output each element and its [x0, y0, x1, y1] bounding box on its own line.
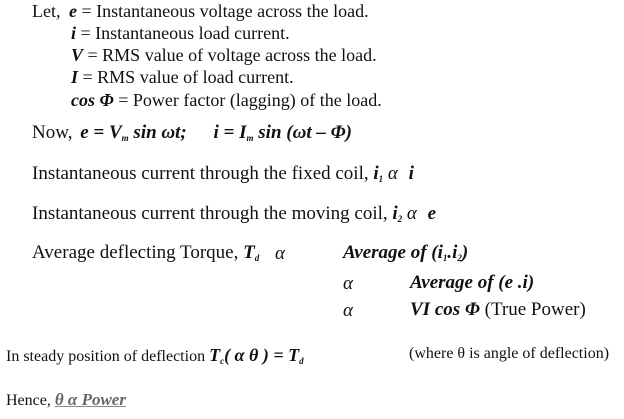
fixed-coil-symbol: $i_1$ — [373, 163, 384, 184]
steady-equation: $T_c$( α θ ) = $T_d$ — [209, 345, 304, 366]
moving-coil-rhs: e — [427, 203, 437, 224]
proportional-symbol: α — [406, 203, 417, 224]
pf-definition: = Power factor (lagging) of the load. — [118, 90, 382, 110]
torque-text: Average deflecting Torque, — [32, 242, 239, 263]
hence-line — [6, 391, 126, 409]
pf-symbol: cos Φ — [71, 90, 114, 110]
proportional-symbol: α — [343, 273, 353, 294]
i-definition: = Instantaneous load current. — [80, 23, 290, 43]
fixed-coil-rhs: i — [408, 163, 414, 184]
fixed-coil-text: Instantaneous current through the fixed coil, — [32, 163, 369, 184]
definition-V — [71, 46, 377, 64]
e-symbol: e — [69, 1, 77, 21]
I-definition: = RMS value of load current. — [82, 67, 294, 87]
moving-coil-symbol: $i_2$ — [392, 203, 403, 224]
proportional-symbol: α — [275, 243, 285, 264]
V-definition: = RMS value of voltage across the load. — [87, 45, 377, 65]
steady-text: In steady position of deflection — [6, 348, 206, 365]
moving-coil-text: Instantaneous current through the moving coil, — [32, 203, 388, 224]
definition-pf — [71, 91, 382, 109]
true-power-label: (True Power) — [484, 299, 586, 320]
i-equation: $i = I_m$ sin (ωt – Φ) — [213, 122, 352, 143]
I-symbol: I — [71, 67, 79, 87]
hence-result: θ α Power — [54, 390, 126, 409]
now-label: Now, — [32, 122, 73, 143]
hence-label: Hence, — [6, 392, 51, 409]
proportional-symbol: α — [343, 300, 353, 321]
e-equation: $e = V_m$ sin ωt; — [80, 122, 187, 143]
torque-symbol: $T_d$ — [243, 242, 260, 263]
true-power-line — [410, 300, 586, 319]
definition-e — [32, 2, 369, 20]
proportional-symbol: α — [387, 163, 398, 184]
torque-line — [32, 243, 259, 262]
now-equation — [32, 123, 352, 142]
V-symbol: V — [71, 45, 84, 65]
definition-I — [71, 68, 294, 86]
definition-i — [71, 24, 290, 42]
let-label: Let, — [32, 1, 61, 21]
average-e-i: Average of (e .i) — [410, 272, 535, 293]
average-i1-i2: Average of $(i_1.i_2)$ — [343, 242, 469, 263]
deflection-note: (where θ is angle of deflection) — [409, 345, 610, 362]
e-definition: = Instantaneous voltage across the load. — [81, 1, 369, 21]
steady-position-line — [6, 346, 304, 365]
moving-coil-line — [32, 204, 436, 223]
fixed-coil-line — [32, 164, 414, 183]
vi-cos-phi: VI cos Φ — [410, 299, 480, 320]
i-symbol: i — [71, 23, 77, 43]
